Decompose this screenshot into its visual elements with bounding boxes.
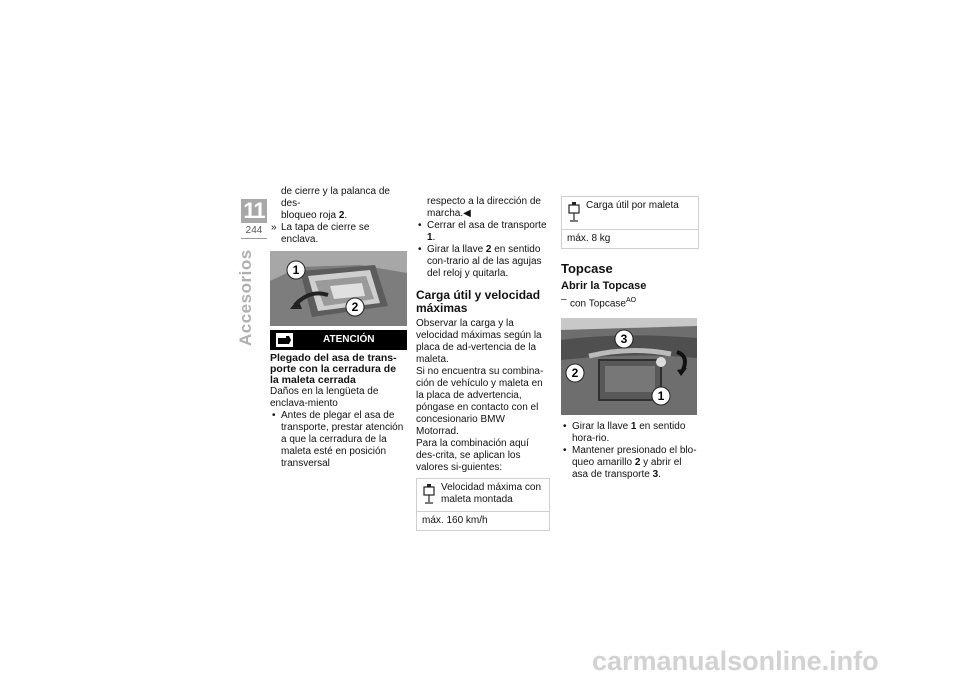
photo-label-2: 2 — [351, 300, 359, 314]
photo-label-3: 3 — [620, 332, 628, 347]
column-3 — [561, 196, 699, 481]
warning-banner — [270, 330, 407, 350]
sidebar-divider — [241, 238, 267, 239]
equipment-note: – con Topcase$^{AO}$ — [561, 295, 699, 310]
section-title: Accesorios — [236, 249, 255, 346]
warning-title: Plegado del asa de trans-porte con la cerradura de la maleta cerrada — [270, 352, 397, 386]
column-1 — [270, 186, 407, 470]
bullet-close-handle: • Cerrar el asa de transporte 1. — [416, 220, 550, 244]
chapter-number: 11 — [241, 199, 267, 223]
column-2 — [416, 196, 550, 531]
section-heading: Carga útil y velocidad máximas — [416, 288, 541, 315]
topcase-photo — [561, 318, 697, 415]
paragraph: Observar la carga y la velocidad máximas según la placa de ad-vertencia de la maleta. — [416, 318, 542, 365]
paragraph: Si no encuentra su combina-ción de vehículo y maleta en la placa de advertencia, póngase en contacto con el concesionario BMW Motorrad. — [416, 366, 544, 437]
result-line: » La tapa de cierre se enclava. — [270, 222, 407, 246]
watermark: carmanualsonline.info — [592, 646, 879, 676]
warning-hand-icon — [276, 333, 293, 347]
topcase-title: Topcase — [561, 261, 613, 276]
continued-text: de cierre y la palanca de des- bloqueo roja 2. — [281, 186, 390, 221]
spec-icon — [422, 483, 436, 505]
photo-label-1: 1 — [657, 389, 665, 404]
photo-label-2: 2 — [571, 366, 579, 381]
spec-value: máx. 8 kg — [562, 229, 698, 248]
paragraph: Para la combinación aquí des-crita, se aplican los valores si-guientes: — [416, 438, 529, 473]
warning-label: ATENCIÓN — [323, 334, 375, 345]
bullet-turn-key: • Girar la llave 1 en sentido hora-rio. — [561, 421, 699, 445]
warning-bullet: • Antes de plegar el asa de transporte, prestar atención a que la cerradura de la maleta esté en posición transversal — [270, 410, 407, 470]
spec-label: Carga útil por maleta — [586, 200, 679, 211]
spec-box-load — [561, 196, 699, 249]
case-lock-photo — [270, 251, 407, 326]
topcase-subtitle: Abrir la Topcase — [561, 280, 647, 292]
spec-label: Velocidad máxima con maleta montada — [441, 482, 542, 505]
spec-value: máx. 160 km/h — [417, 511, 549, 530]
continued-text: respecto a la dirección de marcha.◀ — [427, 196, 541, 219]
page-number: 244 — [245, 225, 263, 236]
bullet-hold-lock: • Mantener presionado el blo-queo amarillo 2 y abrir el asa de transporte 3. — [561, 445, 699, 481]
spec-box-speed — [416, 478, 550, 531]
spec-icon — [567, 201, 581, 223]
bullet-turn-key: • Girar la llave 2 en sentido con-trario al de las agujas del reloj y quitarla. — [416, 244, 550, 280]
photo-label-1: 1 — [292, 263, 300, 277]
warning-text: Daños en la lengüeta de enclava-miento — [270, 386, 379, 409]
